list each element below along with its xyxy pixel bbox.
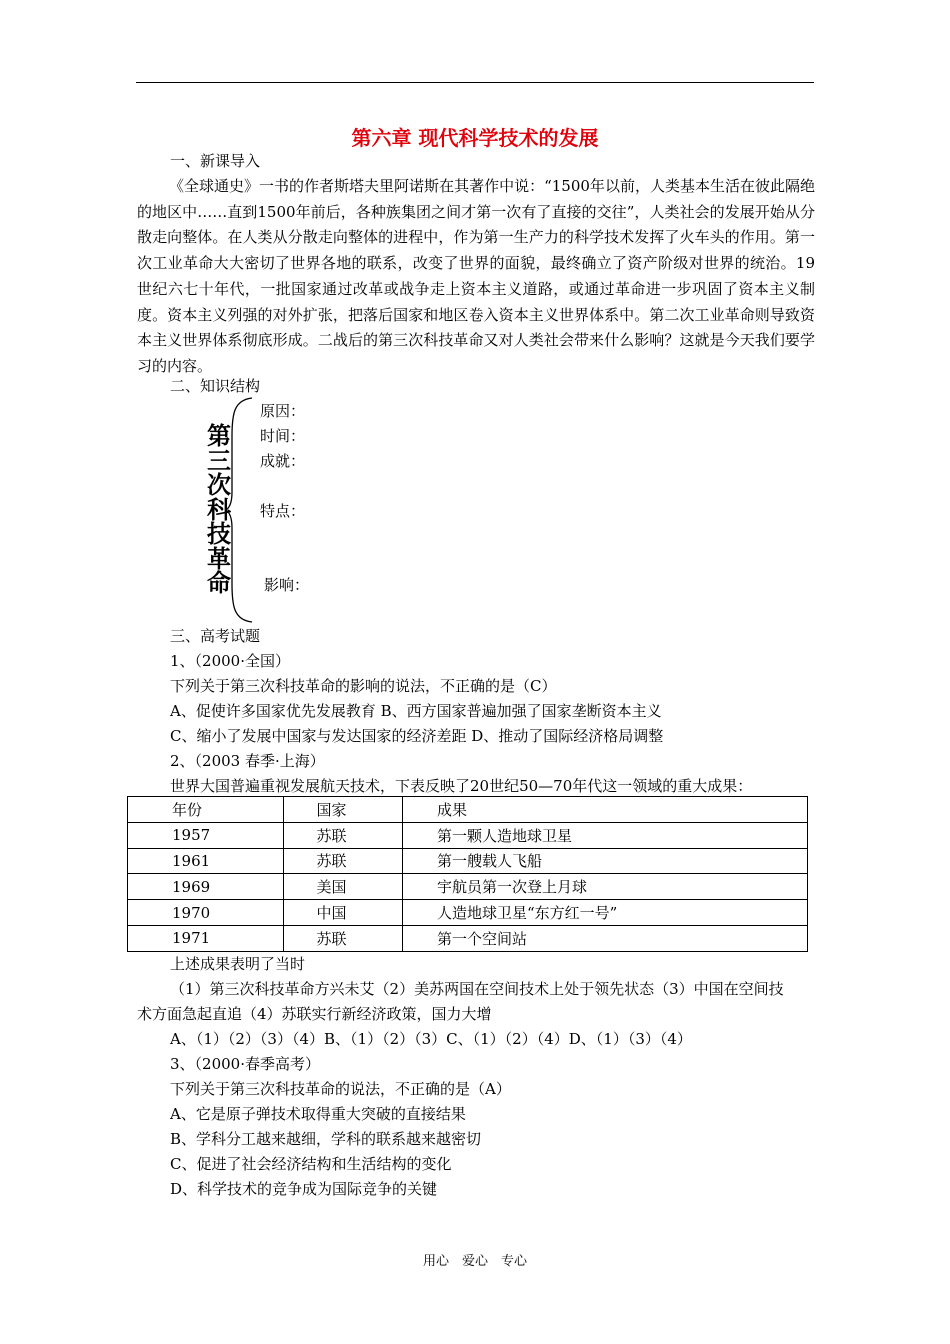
structure-item-feature: 特点：	[260, 502, 306, 520]
structure-item-achievement: 成就：	[260, 452, 306, 470]
q3-option-d: D、科学技术的竞争成为国际竞争的关键	[170, 1180, 438, 1198]
cell-achievement: 人造地球卫星“东方红一号”	[402, 900, 807, 926]
q3-stem: 下列关于第三次科技革命的说法，不正确的是（A）	[170, 1080, 511, 1098]
q3-option-a: A、它是原子弹技术取得重大突破的直接结果	[170, 1105, 466, 1123]
cell-country: 苏联	[284, 848, 403, 874]
q2-statements-line1: （1）第三次科技革命方兴未艾（2）美苏两国在空间技术上处于领先状态（3）中国在空间技	[170, 980, 784, 998]
structure-item-cause: 原因：	[260, 402, 306, 420]
cell-year: 1961	[128, 848, 284, 874]
header-achievement: 成果	[402, 797, 807, 823]
section1-heading: 一、新课导入	[170, 152, 261, 170]
structure-item-impact: 影响：	[264, 576, 310, 594]
q1-label: 1、（2000·全国）	[170, 652, 290, 670]
q2-statements-line2: 术方面急起直追（4）苏联实行新经济政策，国力大增	[137, 1005, 492, 1023]
q1-options-cd: C、缩小了发展中国家与发达国家的经济差距 D、推动了国际经济格局调整	[170, 727, 664, 745]
q3-label: 3、（2000·春季高考）	[170, 1055, 320, 1073]
intro-paragraph: 《全球通史》一书的作者斯塔夫里阿诺斯在其著作中说：“1500年以前，人类基本生活在彼此隔绝的地区中……直到1500年前后，各种族集团之间才第一次有了直接的交往”，人类社会的发展开始从分散走向整体。在人类从分散走向整体的进程中，作为第一生产力的科学技术发挥了火车头的作用。第一次工业革命大大密切了世界各地的联系，改变了世界的面貌，最终确立了资产阶级对世界的统治。19世纪六七十年代，一批国家通过改革或战争走上资本主义道路，或通过革命进一步巩固了资本主义制度。资本主义列强的对外扩张，把落后国家和地区卷入资本主义世界体系中。第二次工业革命则导致资本主义世界体系彻底形成。二战后的第三次科技革命又对人类社会带来什么影响？这就是今天我们要学习的内容。	[137, 177, 815, 375]
section3-heading: 三、高考试题	[170, 627, 261, 645]
header-country: 国家	[284, 797, 403, 823]
cell-year: 1971	[128, 925, 284, 951]
chapter-title: 第六章 现代科学技术的发展	[351, 126, 599, 150]
cell-year: 1969	[128, 874, 284, 900]
cell-achievement: 第一颗人造地球卫星	[402, 822, 807, 848]
header-rule	[136, 82, 814, 83]
structure-item-time: 时间：	[260, 427, 306, 445]
curly-brace	[224, 396, 254, 624]
cell-country: 苏联	[284, 925, 403, 951]
header-year: 年份	[128, 797, 284, 823]
cell-year: 1970	[128, 900, 284, 926]
vertical-title-text: 第三次科技革命	[207, 422, 231, 597]
table-row	[128, 848, 808, 874]
q2-after-text: 上述成果表明了当时	[170, 955, 306, 973]
table-row	[128, 874, 808, 900]
q1-options-ab: A、促使许多国家优先发展教育 B、西方国家普遍加强了国家垄断资本主义	[170, 702, 662, 720]
cell-achievement: 第一艘载人飞船	[402, 848, 807, 874]
q3-option-c: C、促进了社会经济结构和生活结构的变化	[170, 1155, 452, 1173]
table-header-row	[128, 797, 808, 823]
cell-year: 1957	[128, 822, 284, 848]
cell-country: 美国	[284, 874, 403, 900]
q2-options: A、（1）（2）（3）（4）B、（1）（2）（3）C、（1）（2）（4）D、（1）（3）（4）	[170, 1030, 692, 1048]
page-footer: 用心 爱心 专心	[422, 1254, 527, 1269]
q2-stem: 世界大国普遍重视发展航天技术，下表反映了20世纪50—70年代这一领域的重大成果：	[170, 777, 753, 795]
table-row	[128, 925, 808, 951]
cell-achievement: 第一个空间站	[402, 925, 807, 951]
q2-label: 2、（2003 春季·上海）	[170, 752, 325, 770]
achievements-table	[127, 796, 808, 952]
table-row	[128, 900, 808, 926]
q1-stem: 下列关于第三次科技革命的影响的说法，不正确的是（C）	[170, 677, 557, 695]
q3-option-b: B、学科分工越来越细，学科的联系越来越密切	[170, 1130, 482, 1148]
cell-country: 中国	[284, 900, 403, 926]
cell-country: 苏联	[284, 822, 403, 848]
table-row	[128, 822, 808, 848]
section2-heading: 二、知识结构	[170, 377, 261, 395]
cell-achievement: 宇航员第一次登上月球	[402, 874, 807, 900]
